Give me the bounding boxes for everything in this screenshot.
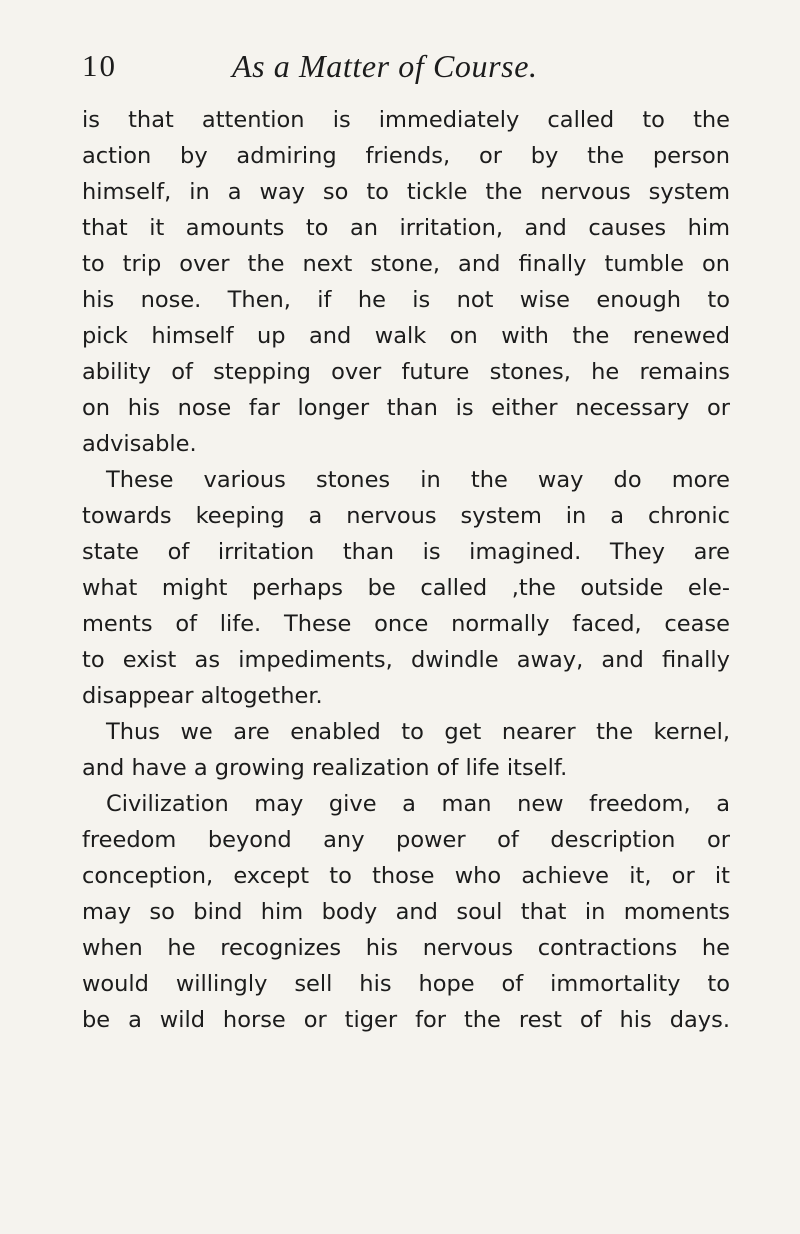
text-line: his nose. Then, if he is not wise enough to <box>82 287 730 313</box>
text-line: would willingly sell his hope of immortality to <box>82 971 730 997</box>
text-line: ments of life. These once normally faced, cease <box>82 611 730 637</box>
text-line: ability of stepping over future stones, he remains <box>82 359 730 385</box>
text-line: on his nose far longer than is either necessary or <box>82 395 730 421</box>
paragraph-start-line: These various stones in the way do more <box>106 467 730 493</box>
text-line: may so bind him body and soul that in moments <box>82 899 730 925</box>
text-line: towards keeping a nervous system in a chronic <box>82 503 730 529</box>
paragraph-end-line: and have a growing realization of life itself. <box>82 755 568 781</box>
text-line: freedom beyond any power of description or <box>82 827 730 853</box>
text-line: action by admiring friends, or by the person <box>82 143 730 169</box>
text-line: pick himself up and walk on with the renewed <box>82 323 730 349</box>
paragraph-end-line: disappear altogether. <box>82 683 323 709</box>
page-number: 10 <box>82 48 117 83</box>
text-line: when he recognizes his nervous contractions he <box>82 935 730 961</box>
text-line: be a wild horse or tiger for the rest of his days. <box>82 1007 730 1033</box>
running-head <box>72 46 732 86</box>
text-line: what might perhaps be called ,the outside ele- <box>82 575 730 601</box>
text-line: that it amounts to an irritation, and causes him <box>82 215 730 241</box>
running-title: As a Matter of Course. <box>232 48 538 84</box>
text-line: to trip over the next stone, and finally tumble on <box>82 251 730 277</box>
text-line: is that attention is immediately called to the <box>82 107 730 133</box>
paragraph-start-line: Civilization may give a man new freedom, a <box>106 791 730 817</box>
paragraph-start-line: Thus we are enabled to get nearer the kernel, <box>106 719 730 745</box>
text-line: to exist as impediments, dwindle away, and finally <box>82 647 730 673</box>
text-line: conception, except to those who achieve it, or it <box>82 863 730 889</box>
body-text <box>82 102 730 1038</box>
text-line: himself, in a way so to tickle the nervous system <box>82 179 730 205</box>
paragraph-end-line: advisable. <box>82 431 197 457</box>
text-line: state of irritation than is imagined. They are <box>82 539 730 565</box>
